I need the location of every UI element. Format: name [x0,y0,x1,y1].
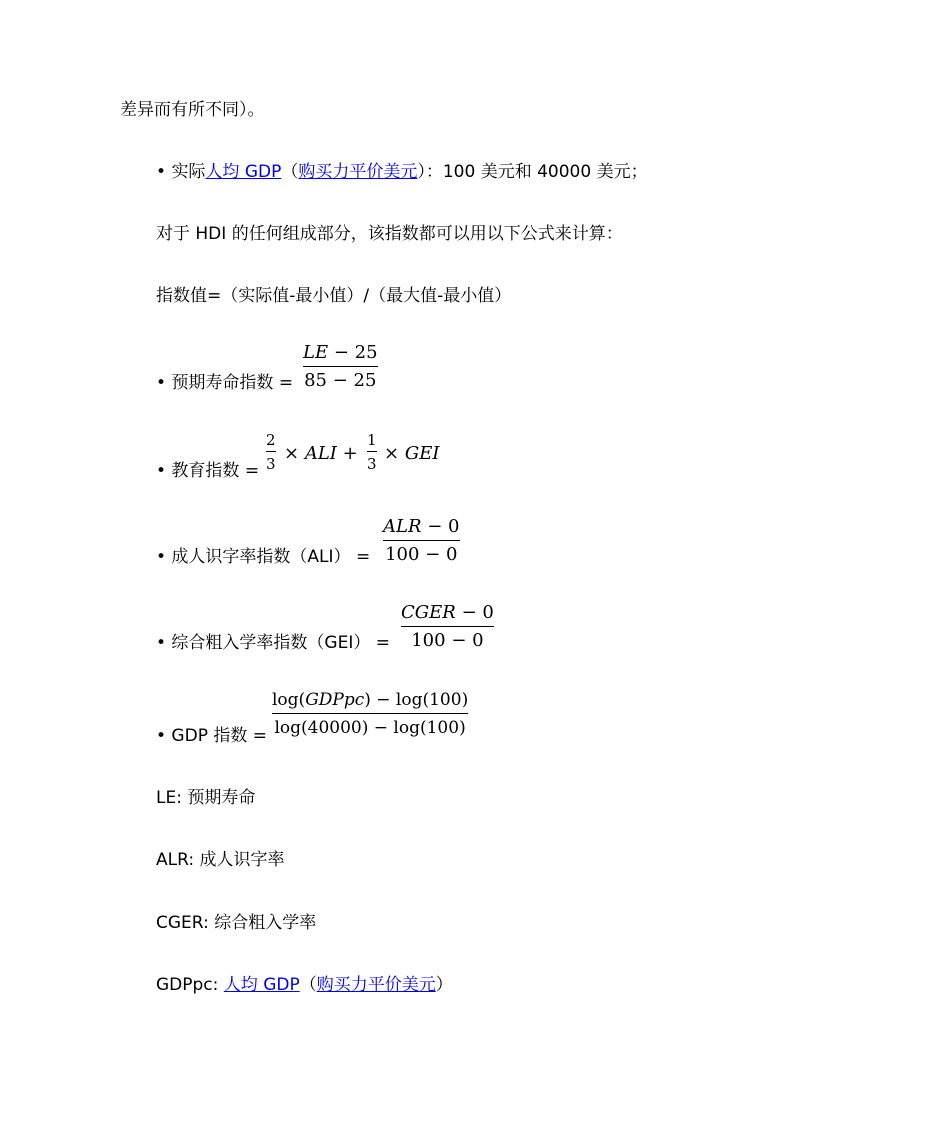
fraction-bar [401,626,494,627]
per-capita-gdp-link[interactable]: 人均 GDP [205,162,282,182]
variable-gei: GEI [404,443,440,464]
per-capita-gdp-link[interactable]: 人均 GDP [223,975,300,995]
gdp-range-prefix: 实际 [171,162,206,182]
fraction-two-thirds [266,430,276,474]
numerator-rest: − 0 [421,516,460,537]
ppp-dollar-link[interactable]: 购买力平价美元 [298,162,418,182]
adult-literacy-index-label: • 成人识字率指数（ALI） = [156,547,371,567]
formula-denominator: 100 − 0 [385,544,458,565]
formula-denominator: log(40000) − log(100) [274,718,466,738]
variable-gdppc: GDPpc [305,690,365,710]
general-formula: 指数值=（实际值-最小值）/（最大值-最小值） [156,286,512,306]
formula-numerator: 2 [266,431,276,449]
gdp-index-formula [272,688,468,740]
plus-sign: + [342,443,358,464]
numerator-rest: − 25 [328,342,378,363]
gdp-range-suffix: ）：100 美元和 40000 美元； [417,162,648,182]
variable-le: LE [303,342,329,363]
life-expectancy-formula [303,341,378,393]
open-paren: （ [299,975,317,995]
gdp-index-label: • GDP 指数 = [156,726,267,746]
definition-gdppc-prefix: GDPpc: [156,975,224,995]
education-index-label: • 教育指数 = [156,461,260,481]
times-sign: × [384,443,400,464]
definition-cger: CGER: 综合粗入学率 [156,913,317,933]
formula-numerator [272,688,468,712]
numerator-log-rest: ) − log(100) [364,690,469,710]
definition-le: LE: 预期寿命 [156,788,256,808]
formula-denominator: 3 [367,455,377,473]
formula-numerator: 1 [367,431,377,449]
formula-numerator [401,601,494,625]
fraction-bar [266,451,276,452]
formula-numerator [383,515,460,539]
ppp-dollar-link[interactable]: 购买力平价美元 [316,975,436,995]
formula-intro: 对于 HDI 的任何组成部分，该指数都可以用以下公式来计算： [156,224,623,244]
numerator-log-open: log( [272,690,306,710]
variable-cger: CGER [401,602,456,623]
formula-denominator: 100 − 0 [411,630,484,651]
fraction-bar [383,540,460,541]
gross-enrolment-index-label: • 综合粗入学率指数（GEI） = [156,633,391,653]
variable-alr: ALR [383,516,422,537]
numerator-rest: − 0 [455,602,494,623]
definition-gdppc [156,974,453,996]
variable-ali: ALI [304,443,337,464]
intro-text: 差异而有所不同）。 [120,100,265,120]
life-expectancy-index-label: • 预期寿命指数 = [156,373,294,393]
gdp-range-item [156,161,648,183]
formula-denominator: 3 [266,455,276,473]
fraction-bar [303,366,378,367]
education-terms [284,443,358,464]
open-paren: （ [281,162,299,182]
adult-literacy-formula [383,515,460,567]
fraction-bar [367,451,377,452]
formula-denominator: 85 − 25 [304,370,377,391]
definition-alr: ALR: 成人识字率 [156,850,285,870]
formula-numerator [303,341,378,365]
times-sign: × [284,443,300,464]
fraction-bar [272,713,468,714]
gross-enrolment-formula [401,601,494,653]
close-paren: ） [435,975,453,995]
education-terms-2 [384,443,439,464]
fraction-one-third [367,430,377,474]
bullet: • [156,162,167,182]
